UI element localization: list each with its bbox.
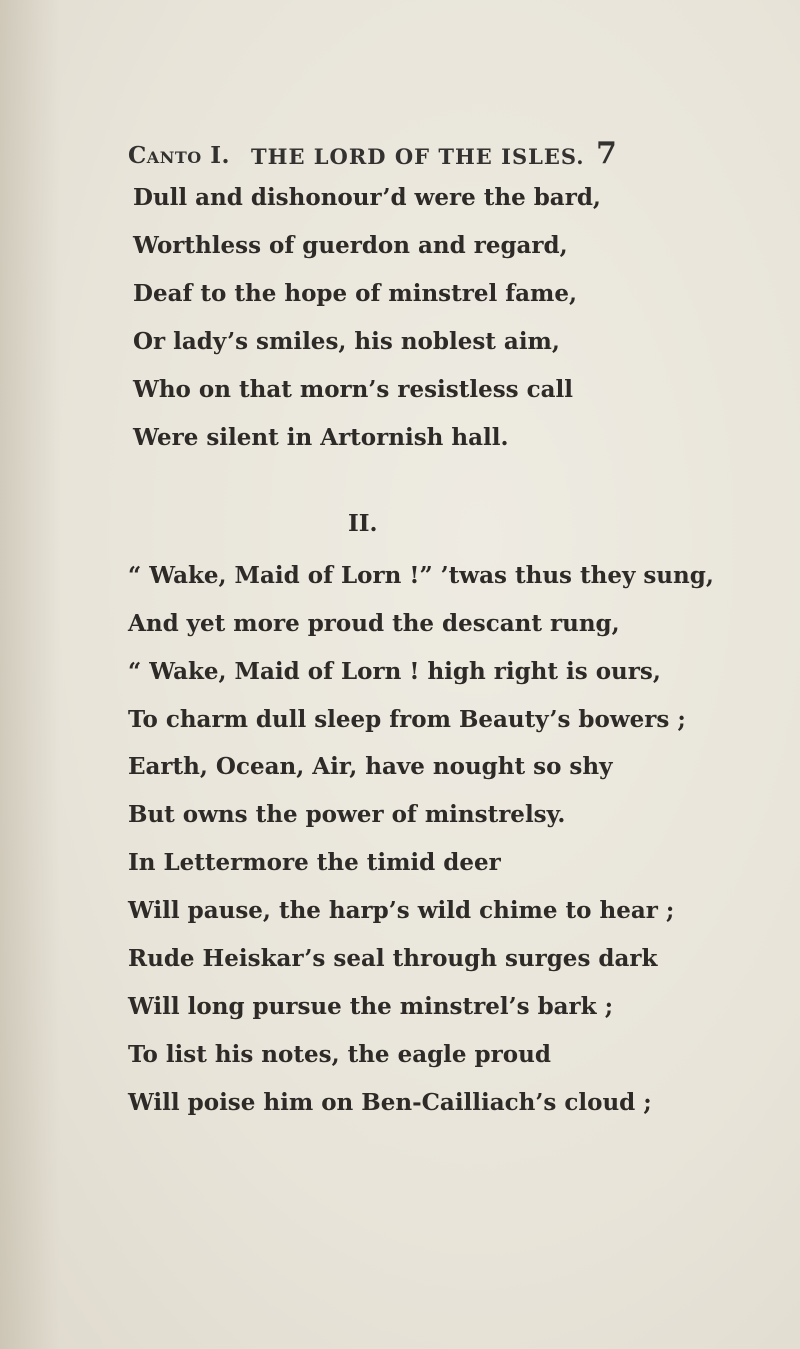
verse-line: And yet more proud the descant rung, [128, 610, 620, 637]
verse-line: Deaf to the hope of minstrel fame, [133, 280, 578, 307]
verse-line: “ Wake, Maid of Lorn !” ’twas thus they sung, [128, 562, 714, 589]
verse-line: Were silent in Artornish hall. [133, 424, 509, 451]
verse-line: Dull and dishonour’d were the bard, [133, 184, 601, 211]
verse-line: “ Wake, Maid of Lorn ! high right is ours, [128, 658, 661, 685]
verse-line: Will poise him on Ben-Cailliach’s cloud ; [128, 1089, 652, 1116]
verse-line: To list his notes, the eagle proud [128, 1041, 551, 1068]
stanza-number: II. [348, 510, 378, 537]
verse-line: Will pause, the harp’s wild chime to hear ; [128, 897, 675, 924]
verse-line: Earth, Ocean, Air, have nought so shy [128, 753, 613, 780]
book-title: THE LORD OF THE ISLES. [251, 144, 585, 169]
verse-line: But owns the power of minstrelsy. [128, 801, 566, 828]
verse-line: To charm dull sleep from Beauty’s bowers ; [128, 706, 686, 733]
verse-line: Or lady’s smiles, his noblest aim, [133, 328, 560, 355]
verse-line: In Lettermore the timid deer [128, 849, 501, 876]
page-number: 7 [596, 136, 617, 171]
verse-line: Who on that morn’s resistless call [133, 376, 573, 403]
verse-line: Worthless of guerdon and regard, [133, 232, 568, 259]
verse-line: Rude Heiskar’s seal through surges dark [128, 945, 658, 972]
canto-label: Canto I. [128, 142, 230, 169]
verse-line: Will long pursue the minstrel’s bark ; [128, 993, 614, 1020]
